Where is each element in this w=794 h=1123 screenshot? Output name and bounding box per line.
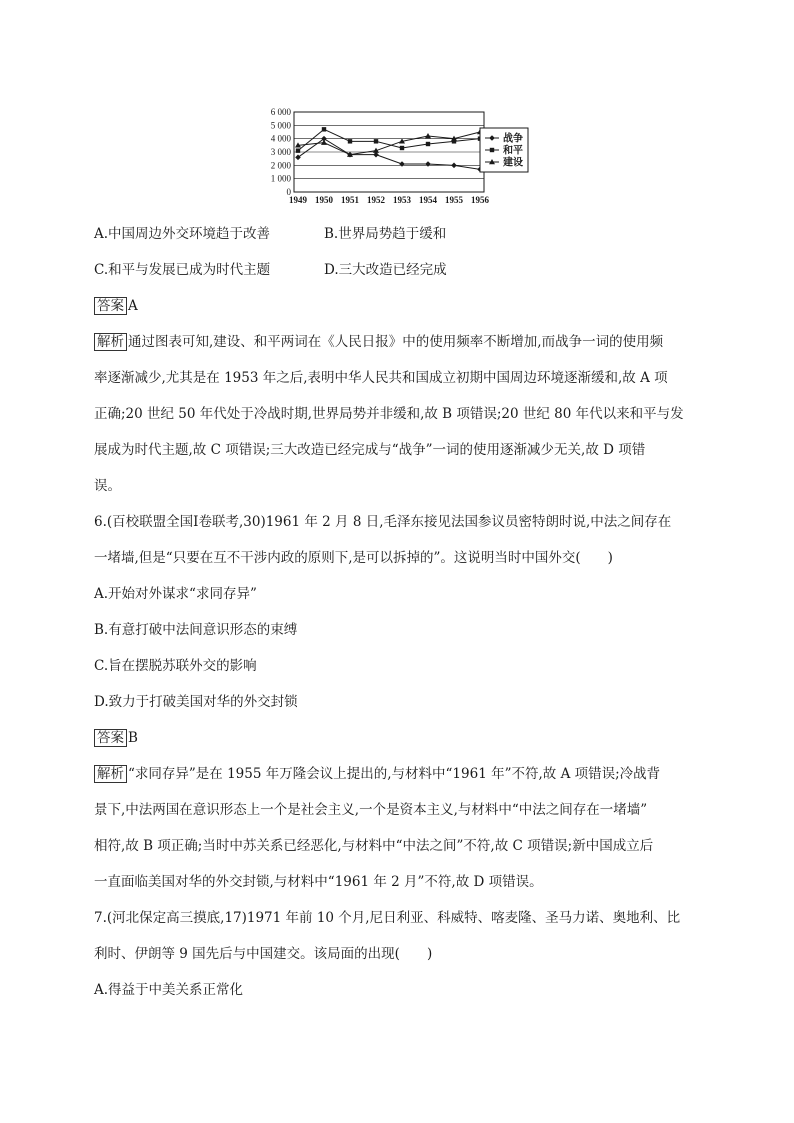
q6-analysis-line-4: 一直面临美国对华的外交封锁,与材料中“1961 年 2 月”不符,故 D 项错误。 (94, 874, 543, 890)
data-point (425, 161, 431, 167)
q5-option-b[interactable]: B.世界局势趋于缓和 (324, 226, 447, 242)
data-point (348, 139, 352, 143)
answer-label: 答案 (94, 729, 127, 747)
q5-analysis-line-2: 率逐渐减少,尤其是在 1953 年之后,表明中华人民共和国成立初期中国周边环境逐渐缓和,故 A 项 (94, 370, 668, 386)
q5-option-d[interactable]: D.三大改造已经完成 (324, 262, 447, 278)
analysis-label: 解析 (94, 765, 127, 783)
q6-option-a[interactable]: A.开始对外谋求“求同存异” (94, 586, 257, 602)
data-point (322, 127, 326, 131)
data-point (451, 163, 457, 169)
y-tick-label: 1 000 (270, 173, 291, 184)
chart-legend (480, 128, 528, 172)
usage-frequency-line-chart (256, 100, 536, 208)
q5-option-c[interactable]: C.和平与发展已成为时代主题 (94, 262, 271, 278)
y-tick-labels (271, 107, 292, 197)
legend-label: 和平 (503, 145, 523, 157)
data-point (400, 146, 404, 150)
q7-stem-line-2: 利时、伊朗等 9 国先后与中国建交。该局面的出现( ) (94, 946, 433, 962)
x-tick-label: 1955 (445, 195, 463, 205)
x-tick-label: 1951 (341, 195, 359, 205)
q6-analysis-line-3: 相符,故 B 项正确;当时中苏关系已经恶化,与材料中“中法之间”不符,故 C 项错误;新中国成立后 (94, 838, 654, 854)
x-tick-label: 1953 (393, 195, 411, 205)
x-tick-labels (289, 195, 490, 205)
q6-option-c[interactable]: C.旨在摆脱苏联外交的影响 (94, 658, 257, 674)
q6-option-d[interactable]: D.致力于打破美国对华的外交封锁 (94, 694, 298, 710)
legend-marker (490, 148, 494, 152)
q5-analysis-line-5: 误。 (94, 478, 121, 494)
q5-analysis-line-4: 展成为时代主题,故 C 项错误;三大改造已经完成与“战争”一词的使用逐渐减少无关,故 D 项错 (94, 442, 646, 458)
x-tick-label: 1954 (419, 195, 437, 205)
q6-option-b[interactable]: B.有意打破中法间意识形态的束缚 (94, 622, 298, 638)
x-tick-label: 1950 (315, 195, 333, 205)
data-point (374, 139, 378, 143)
analysis-text: 通过图表可知,建设、和平两词在《人民日报》中的使用频率不断增加,而战争一词的使用频 (128, 334, 664, 350)
legend-label: 战争 (503, 133, 523, 145)
x-tick-label: 1952 (367, 195, 385, 205)
data-point (426, 142, 430, 146)
q5-analysis-line-1 (94, 332, 663, 352)
y-tick-label: 4 000 (270, 133, 291, 144)
answer-label: 答案 (94, 297, 127, 315)
q6-stem-line-2: 一堵墙,但是“只要在互不干涉内政的原则下,是可以拆掉的”。这说明当时中国外交( ) (94, 550, 613, 566)
data-point (425, 133, 431, 138)
x-tick-label: 1956 (471, 195, 489, 205)
q6-analysis-line-2: 景下,中法两国在意识形态上一个是社会主义,一个是资本主义,与材料中“中法之间存在一堵墙” (94, 802, 648, 818)
q7-option-a[interactable]: A.得益于中美关系正常化 (94, 982, 244, 998)
legend-label: 建设 (503, 157, 523, 169)
q5-answer (94, 296, 138, 316)
y-tick-label: 0 (286, 187, 291, 197)
answer-value: B (128, 730, 138, 746)
q6-analysis-line-1 (94, 764, 660, 784)
q6-answer (94, 728, 138, 748)
chart-gridlines (294, 125, 484, 178)
y-tick-label: 6 000 (270, 107, 291, 117)
q5-option-a[interactable]: A.中国周边外交环境趋于改善 (94, 226, 271, 242)
analysis-label: 解析 (94, 333, 127, 351)
q5-analysis-line-3: 正确;20 世纪 50 年代处于冷战时期,世界局势并非缓和,故 B 项错误;20 世纪 80 年代以来和平与发 (94, 406, 684, 422)
y-tick-label: 2 000 (270, 160, 291, 171)
y-tick-label: 3 000 (270, 147, 291, 157)
x-tick-label: 1949 (289, 195, 307, 205)
q7-stem-line-1: 7.(河北保定高三摸底,17)1971 年前 10 个月,尼日利亚、科威特、喀麦隆、圣马力诺、奥地利、比 (94, 910, 681, 926)
data-point (399, 161, 405, 167)
y-tick-label: 5 000 (270, 120, 291, 131)
analysis-text: “求同存异”是在 1955 年万隆会议上提出的,与材料中“1961 年”不符,故 A 项错误;冷战背 (128, 766, 661, 782)
data-point (296, 148, 300, 152)
q6-stem-line-1: 6.(百校联盟全国Ⅰ卷联考,30)1961 年 2 月 8 日,毛泽东接见法国参议员密特朗时说,中法之间存在 (94, 514, 672, 530)
answer-value: A (128, 298, 138, 314)
